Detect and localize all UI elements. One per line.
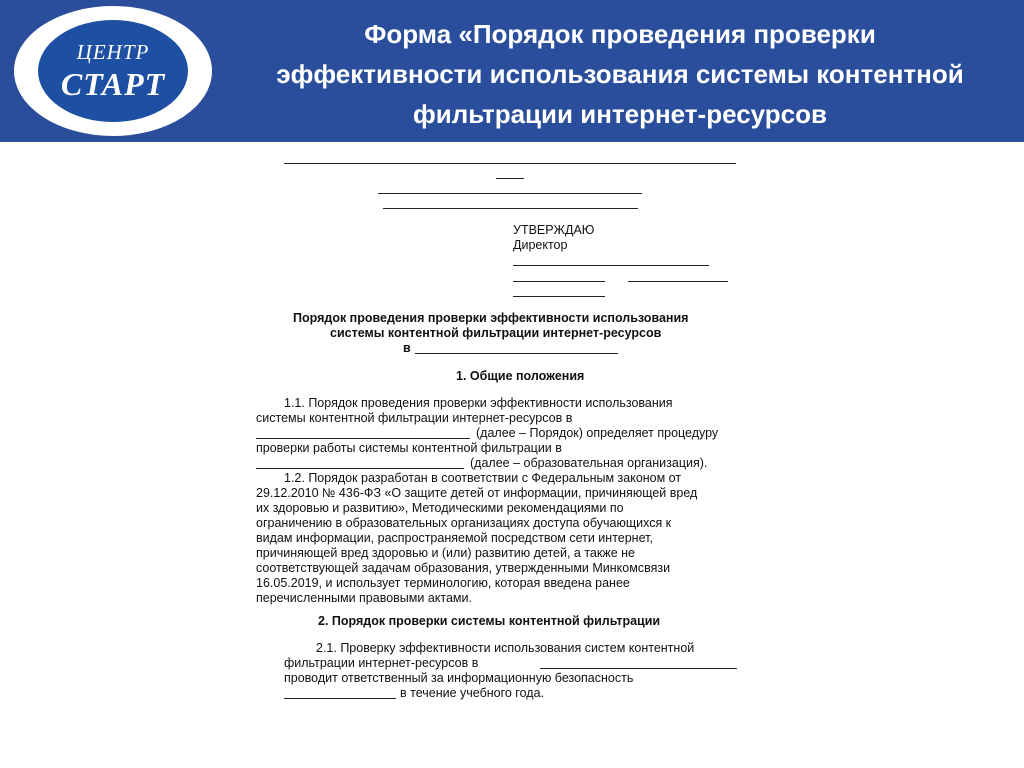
p12-line-3: их здоровью и развитию», Методическими рекомендациями по [256, 501, 624, 515]
p11-line-1: 1.1. Порядок проведения проверки эффективности использования [284, 396, 673, 410]
slide-title [224, 14, 1016, 134]
title-line-1: Форма «Порядок проведения проверки [364, 19, 876, 49]
p21-line-2: фильтрации интернет-ресурсов в [284, 656, 479, 670]
org-name-line-4 [383, 208, 638, 209]
p11-line-5: (далее – образовательная организация). [470, 456, 708, 470]
logo-badge [38, 20, 188, 122]
p11-line-2: системы контентной фильтрации интернет-ресурсов в [256, 411, 573, 425]
section-1-title: 1. Общие положения [456, 369, 585, 383]
title-line-2: эффективности использования системы контентной [276, 59, 964, 89]
p12-line-2: 29.12.2010 № 436-ФЗ «О защите детей от информации, причиняющей вред [256, 486, 698, 500]
p11-line-3: (далее – Порядок) определяет процедуру [476, 426, 719, 440]
approve-label: УТВЕРЖДАЮ [513, 223, 595, 237]
p11-blank-2 [256, 468, 464, 469]
logo-text-start: СТАРТ [60, 66, 166, 102]
doc-title-line-1: Порядок проведения проверки эффективности использования [293, 311, 689, 325]
p12-line-6: причиняющей вред здоровью и (или) развитию детей, а также не [256, 546, 635, 560]
p21-line-4: в течение учебного года. [400, 686, 544, 700]
p12-line-9: перечисленными правовыми актами. [256, 591, 472, 605]
director-name-line-1 [513, 281, 605, 282]
document-page [0, 142, 1024, 768]
centr-start-logo [14, 6, 212, 136]
title-line-3: фильтрации интернет-ресурсов [413, 99, 827, 129]
approval-date-line [513, 296, 605, 297]
p21-blank-2 [284, 698, 396, 699]
p21-blank-1 [540, 668, 737, 669]
p12-line-8: 16.05.2019, и использует терминологию, которая введена ранее [256, 576, 630, 590]
org-name-line-2 [496, 178, 524, 179]
doc-title-line-2: системы контентной фильтрации интернет-ресурсов [330, 326, 662, 340]
org-name-line-1 [284, 163, 736, 164]
director-signature-line [513, 265, 709, 266]
p11-blank-1 [256, 438, 470, 439]
p12-line-7: соответствующей задачам образования, утвержденными Минкомсвязи [256, 561, 671, 575]
p12-line-4: ограничению в образовательных организациях доступа обучающихся к [256, 516, 672, 530]
doc-title-line-3: в [403, 341, 411, 355]
director-name-line-2 [628, 281, 728, 282]
org-name-line-3 [378, 193, 642, 194]
logo-text-centr: ЦЕНТР [76, 40, 150, 64]
p11-line-4: проверки работы системы контентной фильтрации в [256, 441, 562, 455]
section-2-title: 2. Порядок проверки системы контентной фильтрации [318, 614, 661, 628]
p21-line-1: 2.1. Проверку эффективности использования систем контентной [316, 641, 695, 655]
p12-line-5: видам информации, распространяемой посредством сети интернет, [256, 531, 653, 545]
doc-title-blank [415, 353, 618, 354]
approve-role: Директор [513, 238, 568, 252]
p12-line-1: 1.2. Порядок разработан в соответствии с Федеральным законом от [284, 471, 682, 485]
p21-line-3: проводит ответственный за информационную безопасность [284, 671, 634, 685]
slide-header [0, 0, 1024, 142]
